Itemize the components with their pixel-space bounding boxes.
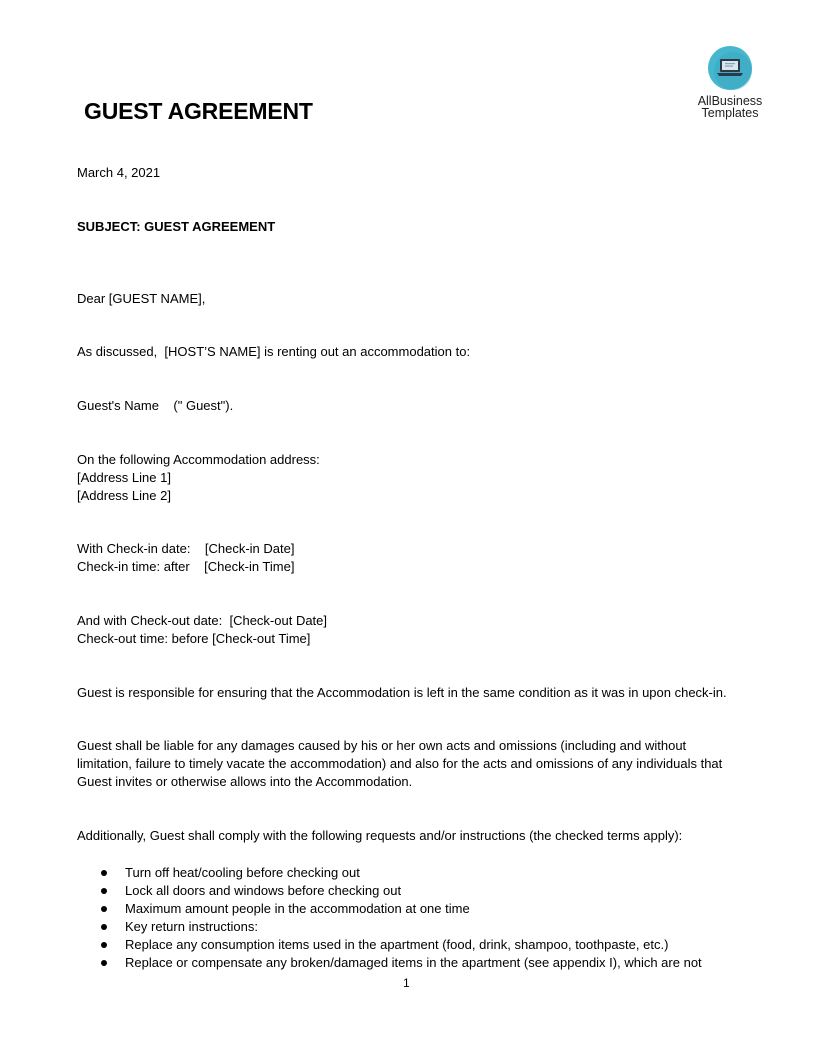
instructions-list <box>77 864 737 972</box>
logo-text <box>690 95 770 119</box>
page-number: 1 <box>403 976 410 990</box>
bullet-icon <box>101 942 107 948</box>
document-title: GUEST AGREEMENT <box>84 98 313 124</box>
salutation: Dear [GUEST NAME], <box>77 291 206 306</box>
additionally-paragraph: Additionally, Guest shall comply with the following requests and/or instructions (the checked terms apply): <box>77 828 683 843</box>
liability-paragraph: Guest shall be liable for any damages caused by his or her own acts and omissions (including and without limitation, failure to timely vacate the accommodation) and also for the acts and omissions of any individuals that Guest invites or otherwise allows into the Accommodation. <box>77 738 723 789</box>
address-line-2: [Address Line 2] <box>77 488 171 503</box>
list-item <box>77 900 737 918</box>
letter-date: March 4, 2021 <box>77 165 161 180</box>
checkout-date-line: And with Check-out date: [Check-out Date] <box>77 613 328 628</box>
bullet-icon <box>101 888 107 894</box>
bullet-icon <box>101 906 107 912</box>
list-item <box>77 882 737 900</box>
list-item <box>77 954 737 972</box>
bullet-icon <box>101 960 107 966</box>
checkin-date-line: With Check-in date: [Check-in Date] <box>77 541 295 556</box>
address-label: On the following Accommodation address: <box>77 452 320 467</box>
list-item-text: Maximum amount people in the accommodation at one time <box>125 901 470 916</box>
logo-line2: Templates <box>701 106 759 120</box>
guest-name-line: Guest's Name (" Guest"). <box>77 398 234 413</box>
bullet-icon <box>101 870 107 876</box>
checkout-time-line: Check-out time: before [Check-out Time] <box>77 631 311 646</box>
logo-line1: AllBusiness <box>697 94 763 108</box>
list-item-text: Replace or compensate any broken/damaged items in the apartment (see appendix I), which are not <box>125 955 702 970</box>
address-line-1: [Address Line 1] <box>77 470 171 485</box>
allbusiness-logo <box>690 44 770 119</box>
bullet-icon <box>101 924 107 930</box>
subject-line: SUBJECT: GUEST AGREEMENT <box>77 219 276 234</box>
checkin-time-line: Check-in time: after [Check-in Time] <box>77 559 295 574</box>
intro-line: As discussed, [HOST’S NAME] is renting out an accommodation to: <box>77 344 471 359</box>
list-item-text: Turn off heat/cooling before checking out <box>125 865 360 880</box>
laptop-icon <box>708 46 752 90</box>
list-item <box>77 864 737 882</box>
list-item <box>77 918 737 936</box>
list-item-text: Lock all doors and windows before checking out <box>125 883 402 898</box>
list-item <box>77 936 737 954</box>
list-item-text: Replace any consumption items used in the apartment (food, drink, shampoo, toothpaste, etc.) <box>125 937 669 952</box>
list-item-text: Key return instructions: <box>125 919 258 934</box>
responsibility-paragraph: Guest is responsible for ensuring that the Accommodation is left in the same condition as it was in upon check-in. <box>77 685 727 700</box>
